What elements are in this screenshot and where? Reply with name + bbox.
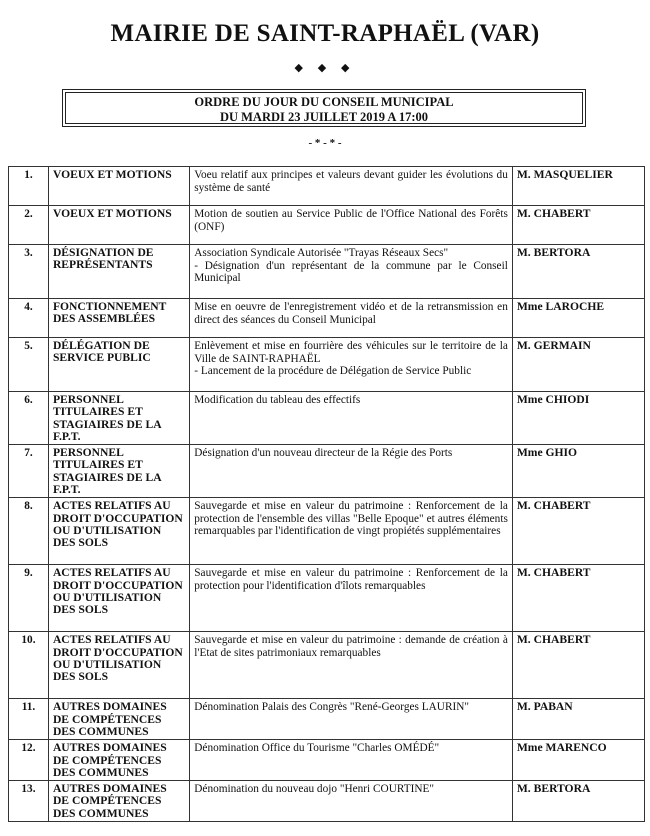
item-category: AUTRES DOMAINES DE COMPÉTENCES DES COMMUNES — [48, 781, 189, 822]
description-line: - Lancement de la procédure de Délégation de Service Public — [194, 365, 472, 377]
meeting-date: DU MARDI 23 JUILLET 2019 A 17:00 — [219, 110, 429, 124]
agenda-heading: ORDRE DU JOUR DU CONSEIL MUNICIPAL — [194, 95, 454, 109]
item-number: 5. — [9, 338, 49, 392]
description-line: - Désignation d'un représentant de la commune par le Conseil Municipal — [194, 259, 508, 284]
item-description — [190, 338, 513, 392]
agenda-row — [9, 632, 645, 699]
item-number: 10. — [9, 632, 49, 699]
description-line: Sauvegarde et mise en valeur du patrimoine : Renforcement de la protection pour l'identification d'îlots remarquables — [194, 567, 508, 592]
description-line: Mise en oeuvre de l'enregistrement vidéo et de la retransmission en direct des séances du Conseil Municipal — [194, 301, 508, 326]
item-description — [190, 392, 513, 445]
item-description — [190, 245, 513, 299]
item-description — [190, 299, 513, 338]
item-category: DÉSIGNATION DE REPRÉSENTANTS — [48, 245, 189, 299]
item-rapporteur: M. CHABERT — [512, 632, 644, 699]
item-description — [190, 699, 513, 740]
item-category: ACTES RELATIFS AU DROIT D'OCCUPATION OU D'UTILISATION DES SOLS — [48, 498, 189, 565]
agenda-table-body — [9, 167, 645, 822]
item-number: 8. — [9, 498, 49, 565]
item-category: AUTRES DOMAINES DE COMPÉTENCES DES COMMUNES — [48, 699, 189, 740]
item-rapporteur: M. CHABERT — [512, 565, 644, 632]
description-line: Voeu relatif aux principes et valeurs devant guider les évolutions du système de santé — [194, 169, 508, 194]
description-line: Désignation d'un nouveau directeur de la Régie des Ports — [194, 447, 453, 460]
item-description — [190, 445, 513, 498]
item-number: 3. — [9, 245, 49, 299]
item-category: FONCTIONNEMENT DES ASSEMBLÉES — [48, 299, 189, 338]
description-line: Dénomination Office du Tourisme "Charles OMÉDÉ" — [194, 742, 440, 755]
agenda-row — [9, 498, 645, 565]
agenda-row — [9, 338, 645, 392]
item-rapporteur: M. CHABERT — [512, 498, 644, 565]
agenda-row — [9, 167, 645, 206]
item-number: 4. — [9, 299, 49, 338]
description-line: Motion de soutien au Service Public de l'Office National des Forêts (ONF) — [194, 208, 508, 233]
item-description — [190, 498, 513, 565]
agenda-row — [9, 699, 645, 740]
item-category: VOEUX ET MOTIONS — [48, 167, 189, 206]
agenda-row — [9, 445, 645, 498]
agenda-row — [9, 206, 645, 245]
separator: - * - * - — [308, 137, 342, 149]
description-line: Sauvegarde et mise en valeur du patrimoine : Renforcement de la protection de l'ensemble des villas "Belle Epoque" et autres éléments remarquables par l'identification de vingt propiétés supplémentaires — [194, 500, 508, 538]
item-rapporteur: Mme CHIODI — [512, 392, 644, 445]
item-rapporteur: M. CHABERT — [512, 206, 644, 245]
item-description — [190, 167, 513, 206]
item-rapporteur: Mme LAROCHE — [512, 299, 644, 338]
agenda-row — [9, 781, 645, 822]
item-rapporteur: M. BERTORA — [512, 781, 644, 822]
agenda-row — [9, 740, 645, 781]
item-number: 11. — [9, 699, 49, 740]
item-number: 1. — [9, 167, 49, 206]
item-category: DÉLÉGATION DE SERVICE PUBLIC — [48, 338, 189, 392]
item-description — [190, 565, 513, 632]
item-rapporteur: Mme GHIO — [512, 445, 644, 498]
item-number: 13. — [9, 781, 49, 822]
description-line: Enlèvement et mise en fourrière des véhicules sur le territoire de la Ville de SAINT-RAPHAËL — [194, 340, 508, 365]
agenda-header-box — [62, 89, 586, 127]
item-rapporteur: M. GERMAIN — [512, 338, 644, 392]
item-description — [190, 740, 513, 781]
description-line: Modification du tableau des effectifs — [194, 394, 361, 406]
agenda-row — [9, 299, 645, 338]
item-description — [190, 632, 513, 699]
item-category: ACTES RELATIFS AU DROIT D'OCCUPATION OU D'UTILISATION DES SOLS — [48, 565, 189, 632]
item-number: 2. — [9, 206, 49, 245]
item-category: VOEUX ET MOTIONS — [48, 206, 189, 245]
item-number: 9. — [9, 565, 49, 632]
item-rapporteur: M. PABAN — [512, 699, 644, 740]
agenda-table — [8, 166, 645, 822]
item-number: 6. — [9, 392, 49, 445]
item-rapporteur: M. BERTORA — [512, 245, 644, 299]
description-line: Dénomination du nouveau dojo "Henri COURTINE" — [194, 783, 435, 796]
description-line: Sauvegarde et mise en valeur du patrimoine : demande de création à l'Etat de sites patrimoniaux remarquables — [194, 634, 508, 659]
description-line: Association Syndicale Autorisée "Trayas Réseaux Secs" — [194, 247, 449, 259]
agenda-header-inner — [65, 92, 583, 124]
agenda-row — [9, 392, 645, 445]
item-description — [190, 206, 513, 245]
item-category: PERSONNEL TITULAIRES ET STAGIAIRES DE LA F.P.T. — [48, 392, 189, 445]
agenda-row — [9, 245, 645, 299]
item-rapporteur: Mme MARENCO — [512, 740, 644, 781]
agenda-row — [9, 565, 645, 632]
item-category: AUTRES DOMAINES DE COMPÉTENCES DES COMMUNES — [48, 740, 189, 781]
diamond-ornament: ◆ ◆ ◆ — [294, 62, 356, 74]
item-rapporteur: M. MASQUELIER — [512, 167, 644, 206]
item-description — [190, 781, 513, 822]
description-line: Dénomination Palais des Congrès "René-Georges LAURIN" — [194, 701, 470, 714]
page-title: MAIRIE DE SAINT-RAPHAËL (VAR) — [110, 20, 540, 47]
item-category: ACTES RELATIFS AU DROIT D'OCCUPATION OU D'UTILISATION DES SOLS — [48, 632, 189, 699]
item-number: 12. — [9, 740, 49, 781]
item-number: 7. — [9, 445, 49, 498]
item-category: PERSONNEL TITULAIRES ET STAGIAIRES DE LA F.P.T. — [48, 445, 189, 498]
